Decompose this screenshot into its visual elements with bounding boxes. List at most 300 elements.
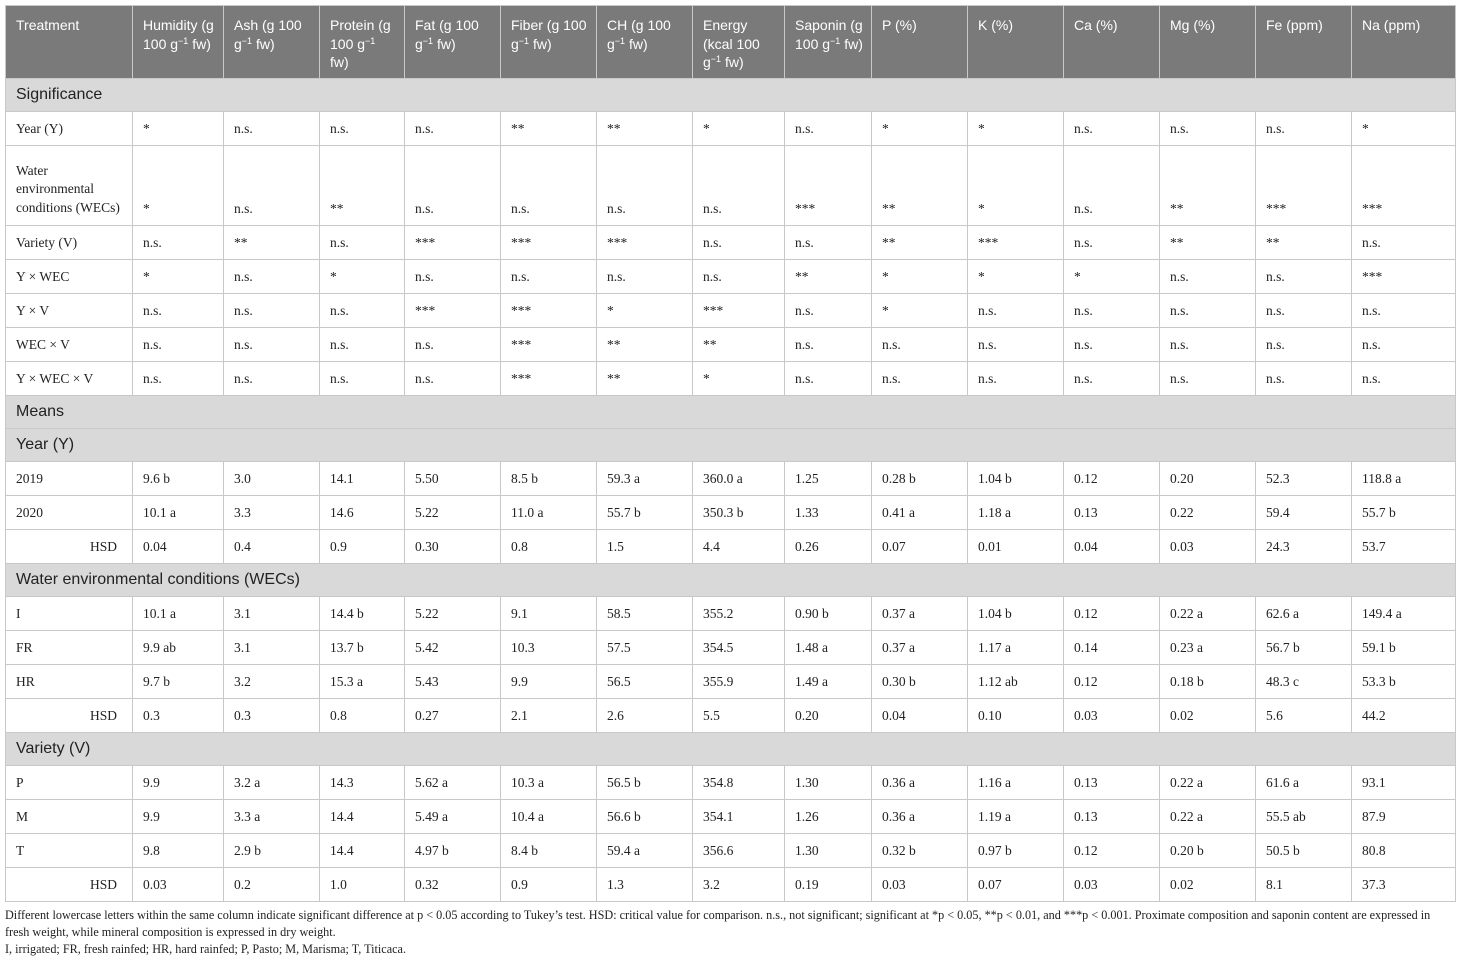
table-cell: n.s.	[133, 226, 224, 260]
table-cell: 1.04 b	[968, 597, 1064, 631]
table-cell: 9.9	[501, 665, 597, 699]
table-cell: n.s.	[1256, 362, 1352, 396]
table-cell: n.s.	[224, 362, 320, 396]
table-cell: 59.4	[1256, 496, 1352, 530]
row-label: HSD	[6, 868, 133, 902]
table-cell: **	[872, 226, 968, 260]
table-cell: *	[968, 260, 1064, 294]
table-cell: n.s.	[1352, 226, 1456, 260]
table-cell: n.s.	[872, 328, 968, 362]
table-cell: 5.42	[405, 631, 501, 665]
table-cell: 0.07	[968, 868, 1064, 902]
row-label: Y × WEC	[6, 260, 133, 294]
table-cell: **	[1160, 226, 1256, 260]
table-cell: n.s.	[1256, 328, 1352, 362]
table-cell: n.s.	[1160, 328, 1256, 362]
table-cell: 0.10	[968, 699, 1064, 733]
column-header	[968, 6, 1064, 79]
table-cell: 10.1 a	[133, 597, 224, 631]
table-cell: n.s.	[224, 260, 320, 294]
table-cell: n.s.	[968, 362, 1064, 396]
column-header	[597, 6, 693, 79]
column-header	[405, 6, 501, 79]
table-cell: 0.37 a	[872, 631, 968, 665]
table-cell: 14.4	[320, 800, 405, 834]
table-cell: 0.13	[1064, 766, 1160, 800]
table-row	[6, 362, 1456, 396]
table-cell: 1.5	[597, 530, 693, 564]
table-cell: 44.2	[1352, 699, 1456, 733]
table-cell: 5.62 a	[405, 766, 501, 800]
table-cell: 8.5 b	[501, 462, 597, 496]
table-cell: 355.2	[693, 597, 785, 631]
table-cell: 5.22	[405, 496, 501, 530]
table-cell: n.s.	[1352, 294, 1456, 328]
table-cell: 1.12 ab	[968, 665, 1064, 699]
table-cell: 24.3	[1256, 530, 1352, 564]
table-cell: n.s.	[1352, 362, 1456, 396]
table-cell: 0.9	[320, 530, 405, 564]
table-cell: 1.30	[785, 834, 872, 868]
table-cell: 0.30	[405, 530, 501, 564]
table-cell: 1.26	[785, 800, 872, 834]
table-cell: n.s.	[224, 328, 320, 362]
table-cell: 1.04 b	[968, 462, 1064, 496]
table-cell: 0.12	[1064, 597, 1160, 631]
table-cell: n.s.	[1064, 226, 1160, 260]
table-cell: n.s.	[693, 226, 785, 260]
section-row	[6, 429, 1456, 462]
table-row	[6, 328, 1456, 362]
table-cell: n.s.	[405, 362, 501, 396]
row-label: 2020	[6, 496, 133, 530]
table-body	[6, 79, 1456, 902]
table-cell: 1.17 a	[968, 631, 1064, 665]
table-cell: ***	[968, 226, 1064, 260]
table-cell: n.s.	[785, 362, 872, 396]
table-cell: 0.22	[1160, 496, 1256, 530]
footnote-text: Different lowercase letters within the same column indicate significant difference at p < 0.05 according to Tukey’s test. HSD: critical value for comparison. n.s., not significant; significant at *p < 0.05, **p < 0.01, and ***p < 0.001. Proximate composition and saponin content are expressed in fresh weight, while mineral composition is expressed in dry weight.	[5, 908, 1431, 939]
table-cell: n.s.	[1352, 328, 1456, 362]
table-cell: n.s.	[224, 112, 320, 146]
column-header-label: Fe (ppm)	[1266, 17, 1323, 33]
table-cell: n.s.	[133, 362, 224, 396]
table-cell: 2.9 b	[224, 834, 320, 868]
table-cell: n.s.	[320, 362, 405, 396]
table-row	[6, 766, 1456, 800]
table-cell: n.s.	[1160, 112, 1256, 146]
table-cell: 0.03	[1064, 868, 1160, 902]
table-cell: 350.3 b	[693, 496, 785, 530]
table-cell: **	[1256, 226, 1352, 260]
row-label: Y × WEC × V	[6, 362, 133, 396]
table-row	[6, 294, 1456, 328]
table-row	[6, 530, 1456, 564]
table-cell: 0.32 b	[872, 834, 968, 868]
table-cell: n.s.	[1064, 294, 1160, 328]
table-cell: 355.9	[693, 665, 785, 699]
column-header-label: Fiber (g 100 g	[511, 17, 587, 52]
section-row	[6, 733, 1456, 766]
header-row	[6, 6, 1456, 79]
table-cell: n.s.	[693, 260, 785, 294]
column-header-label: fw)	[188, 35, 211, 52]
table-row	[6, 462, 1456, 496]
column-header	[1064, 6, 1160, 79]
table-cell: **	[320, 146, 405, 226]
row-label: Year (Y)	[6, 112, 133, 146]
table-cell: **	[597, 112, 693, 146]
row-label: Water environmental conditions (WECs)	[6, 146, 133, 226]
section-label: Means	[6, 396, 1456, 429]
table-row	[6, 800, 1456, 834]
table-cell: 1.49 a	[785, 665, 872, 699]
table-cell: 59.3 a	[597, 462, 693, 496]
table-cell: 5.50	[405, 462, 501, 496]
table-row	[6, 597, 1456, 631]
table-cell: n.s.	[693, 146, 785, 226]
table-row	[6, 496, 1456, 530]
column-header-label: Fat (g 100 g	[415, 17, 479, 52]
table-cell: 14.4 b	[320, 597, 405, 631]
row-label: HSD	[6, 699, 133, 733]
table-cell: 1.25	[785, 462, 872, 496]
table-cell: n.s.	[320, 328, 405, 362]
table-cell: 53.7	[1352, 530, 1456, 564]
table-cell: *	[133, 260, 224, 294]
table-cell: n.s.	[1256, 294, 1352, 328]
column-header-label: fw)	[721, 54, 744, 70]
table-cell: 0.37 a	[872, 597, 968, 631]
table-cell: n.s.	[1256, 260, 1352, 294]
table-cell: ***	[501, 226, 597, 260]
table-cell: 3.2 a	[224, 766, 320, 800]
column-header-label: K (%)	[978, 17, 1013, 33]
table-cell: *	[1352, 112, 1456, 146]
table-cell: n.s.	[1160, 260, 1256, 294]
column-header	[224, 6, 320, 79]
table-cell: 56.5	[597, 665, 693, 699]
table-cell: 0.28 b	[872, 462, 968, 496]
table-cell: 356.6	[693, 834, 785, 868]
table-cell: n.s.	[785, 226, 872, 260]
table-cell: 3.1	[224, 597, 320, 631]
table-cell: 61.6 a	[1256, 766, 1352, 800]
table-cell: 55.7 b	[1352, 496, 1456, 530]
column-header-label: fw)	[529, 35, 552, 52]
table-cell: 57.5	[597, 631, 693, 665]
column-header-label: Treatment	[16, 17, 80, 33]
column-header	[501, 6, 597, 79]
unit-exponent: −1	[365, 35, 376, 46]
column-header-label: Ca (%)	[1074, 17, 1118, 33]
table-cell: 4.4	[693, 530, 785, 564]
table-cell: n.s.	[501, 260, 597, 294]
table-cell: **	[597, 362, 693, 396]
table-cell: **	[597, 328, 693, 362]
table-cell: 3.3	[224, 496, 320, 530]
table-cell: *	[320, 260, 405, 294]
table-row	[6, 146, 1456, 226]
row-label: M	[6, 800, 133, 834]
table-cell: 3.2	[693, 868, 785, 902]
table-cell: **	[785, 260, 872, 294]
table-cell: n.s.	[785, 112, 872, 146]
table-cell: 0.02	[1160, 868, 1256, 902]
table-row	[6, 226, 1456, 260]
table-cell: 0.18 b	[1160, 665, 1256, 699]
footnote-abbreviations: I, irrigated; FR, fresh rainfed; HR, hard rainfed; P, Pasto; M, Marisma; T, Titicaca.	[5, 942, 406, 956]
table-cell: *	[872, 112, 968, 146]
table-cell: 0.26	[785, 530, 872, 564]
table-cell: 9.9	[133, 800, 224, 834]
table-row	[6, 631, 1456, 665]
table-cell: 0.97 b	[968, 834, 1064, 868]
results-table	[5, 5, 1456, 902]
column-header-label: Na (ppm)	[1362, 17, 1421, 33]
table-cell: 14.4	[320, 834, 405, 868]
table-cell: 62.6 a	[1256, 597, 1352, 631]
column-header-label: Saponin (g 100 g	[795, 17, 863, 52]
table-cell: n.s.	[968, 294, 1064, 328]
table-cell: **	[1160, 146, 1256, 226]
table-cell: 0.20	[785, 699, 872, 733]
table-cell: 118.8 a	[1352, 462, 1456, 496]
table-cell: ***	[1352, 260, 1456, 294]
column-header-label: fw)	[330, 54, 349, 70]
table-cell: 0.07	[872, 530, 968, 564]
table-cell: 9.7 b	[133, 665, 224, 699]
table-cell: 9.1	[501, 597, 597, 631]
table-cell: 354.8	[693, 766, 785, 800]
row-label: 2019	[6, 462, 133, 496]
row-label: I	[6, 597, 133, 631]
table-cell: 5.22	[405, 597, 501, 631]
table-cell: 0.20 b	[1160, 834, 1256, 868]
table-cell: n.s.	[1064, 146, 1160, 226]
column-header	[133, 6, 224, 79]
table-cell: n.s.	[224, 294, 320, 328]
table-cell: 59.4 a	[597, 834, 693, 868]
table-cell: *	[872, 260, 968, 294]
table-cell: 13.7 b	[320, 631, 405, 665]
table-cell: n.s.	[320, 112, 405, 146]
table-cell: n.s.	[968, 328, 1064, 362]
table-cell: 0.32	[405, 868, 501, 902]
table-cell: n.s.	[785, 328, 872, 362]
table-cell: 2.1	[501, 699, 597, 733]
table-cell: *	[968, 146, 1064, 226]
table-cell: 0.36 a	[872, 766, 968, 800]
table-cell: ***	[1256, 146, 1352, 226]
table-cell: **	[872, 146, 968, 226]
section-row	[6, 396, 1456, 429]
table-row	[6, 834, 1456, 868]
table-cell: 3.2	[224, 665, 320, 699]
table-cell: *	[693, 112, 785, 146]
column-header-label: Energy (kcal 100 g	[703, 17, 760, 70]
table-cell: 14.3	[320, 766, 405, 800]
table-cell: **	[224, 226, 320, 260]
column-header-label: fw)	[433, 35, 456, 52]
table-cell: n.s.	[405, 328, 501, 362]
table-cell: 354.5	[693, 631, 785, 665]
table-cell: 8.4 b	[501, 834, 597, 868]
table-cell: 149.4 a	[1352, 597, 1456, 631]
table-cell: n.s.	[1160, 294, 1256, 328]
table-cell: ***	[501, 294, 597, 328]
table-row	[6, 868, 1456, 902]
table-cell: n.s.	[320, 294, 405, 328]
table-cell: n.s.	[1064, 112, 1160, 146]
table-cell: ***	[405, 294, 501, 328]
table-cell: 0.12	[1064, 834, 1160, 868]
section-label: Water environmental conditions (WECs)	[6, 564, 1456, 597]
unit-exponent: −1	[830, 35, 841, 46]
table-cell: 55.5 ab	[1256, 800, 1352, 834]
table-cell: 52.3	[1256, 462, 1352, 496]
table-cell: n.s.	[320, 226, 405, 260]
table-cell: 5.6	[1256, 699, 1352, 733]
table-row	[6, 112, 1456, 146]
table-cell: 0.3	[224, 699, 320, 733]
table-cell: 0.03	[1064, 699, 1160, 733]
section-row	[6, 564, 1456, 597]
table-cell: 5.43	[405, 665, 501, 699]
table-cell: n.s.	[1160, 362, 1256, 396]
column-header	[1256, 6, 1352, 79]
table-cell: ***	[785, 146, 872, 226]
column-header-label: Mg (%)	[1170, 17, 1216, 33]
table-cell: **	[501, 112, 597, 146]
table-cell: 9.9	[133, 766, 224, 800]
table-cell: 0.90 b	[785, 597, 872, 631]
table-header	[6, 6, 1456, 79]
table-cell: 0.2	[224, 868, 320, 902]
table-cell: 15.3 a	[320, 665, 405, 699]
table-cell: 0.36 a	[872, 800, 968, 834]
table-cell: 0.03	[133, 868, 224, 902]
table-cell: 0.8	[320, 699, 405, 733]
table-cell: 10.3	[501, 631, 597, 665]
row-label: WEC × V	[6, 328, 133, 362]
table-cell: ***	[693, 294, 785, 328]
table-cell: 56.7 b	[1256, 631, 1352, 665]
table-cell: 48.3 c	[1256, 665, 1352, 699]
table-cell: *	[693, 362, 785, 396]
table-cell: n.s.	[597, 260, 693, 294]
table-cell: 1.33	[785, 496, 872, 530]
table-cell: 0.27	[405, 699, 501, 733]
table-container	[5, 5, 1455, 958]
table-cell: 1.19 a	[968, 800, 1064, 834]
table-cell: 0.22 a	[1160, 800, 1256, 834]
column-header	[320, 6, 405, 79]
table-cell: *	[597, 294, 693, 328]
table-cell: 50.5 b	[1256, 834, 1352, 868]
column-header-label: Protein (g 100 g	[330, 17, 391, 52]
table-row	[6, 665, 1456, 699]
table-cell: 1.16 a	[968, 766, 1064, 800]
table-cell: *	[872, 294, 968, 328]
table-cell: 10.4 a	[501, 800, 597, 834]
table-cell: 56.5 b	[597, 766, 693, 800]
table-cell: 4.97 b	[405, 834, 501, 868]
table-cell: 59.1 b	[1352, 631, 1456, 665]
table-cell: n.s.	[1256, 112, 1352, 146]
table-cell: 0.22 a	[1160, 597, 1256, 631]
table-cell: 9.8	[133, 834, 224, 868]
column-header-label: fw)	[840, 35, 863, 52]
table-cell: n.s.	[1064, 328, 1160, 362]
table-cell: 3.3 a	[224, 800, 320, 834]
table-cell: 1.30	[785, 766, 872, 800]
column-header-label: fw)	[625, 35, 648, 52]
table-cell: n.s.	[785, 294, 872, 328]
table-cell: n.s.	[501, 146, 597, 226]
unit-exponent: −1	[178, 35, 189, 46]
table-cell: n.s.	[405, 260, 501, 294]
column-header	[785, 6, 872, 79]
table-cell: 0.22 a	[1160, 766, 1256, 800]
table-cell: 0.4	[224, 530, 320, 564]
table-cell: 0.41 a	[872, 496, 968, 530]
column-header-label: fw)	[252, 35, 275, 52]
row-label: P	[6, 766, 133, 800]
table-cell: 0.20	[1160, 462, 1256, 496]
table-cell: 0.9	[501, 868, 597, 902]
table-cell: 3.1	[224, 631, 320, 665]
table-cell: n.s.	[1064, 362, 1160, 396]
table-cell: 0.04	[1064, 530, 1160, 564]
table-cell: **	[693, 328, 785, 362]
table-cell: 10.1 a	[133, 496, 224, 530]
table-cell: 55.7 b	[597, 496, 693, 530]
row-label: T	[6, 834, 133, 868]
table-cell: n.s.	[133, 294, 224, 328]
table-cell: 0.12	[1064, 462, 1160, 496]
table-cell: 5.5	[693, 699, 785, 733]
section-label: Variety (V)	[6, 733, 1456, 766]
table-cell: 80.8	[1352, 834, 1456, 868]
column-header	[693, 6, 785, 79]
table-cell: *	[133, 112, 224, 146]
column-header-label: Ash (g 100 g	[234, 17, 302, 52]
table-cell: 5.49 a	[405, 800, 501, 834]
table-cell: 53.3 b	[1352, 665, 1456, 699]
table-cell: n.s.	[597, 146, 693, 226]
row-label: HSD	[6, 530, 133, 564]
table-cell: ***	[501, 362, 597, 396]
table-cell: 14.1	[320, 462, 405, 496]
table-cell: ***	[597, 226, 693, 260]
table-cell: *	[968, 112, 1064, 146]
table-cell: n.s.	[405, 112, 501, 146]
table-cell: 0.30 b	[872, 665, 968, 699]
table-cell: 0.14	[1064, 631, 1160, 665]
table-cell: 0.04	[872, 699, 968, 733]
table-cell: 56.6 b	[597, 800, 693, 834]
unit-exponent: −1	[710, 54, 722, 64]
table-cell: 0.13	[1064, 496, 1160, 530]
row-label: Y × V	[6, 294, 133, 328]
section-label: Significance	[6, 79, 1456, 112]
table-cell: n.s.	[224, 146, 320, 226]
table-cell: 1.3	[597, 868, 693, 902]
table-cell: 9.9 ab	[133, 631, 224, 665]
table-cell: 3.0	[224, 462, 320, 496]
unit-exponent: −1	[614, 35, 626, 46]
